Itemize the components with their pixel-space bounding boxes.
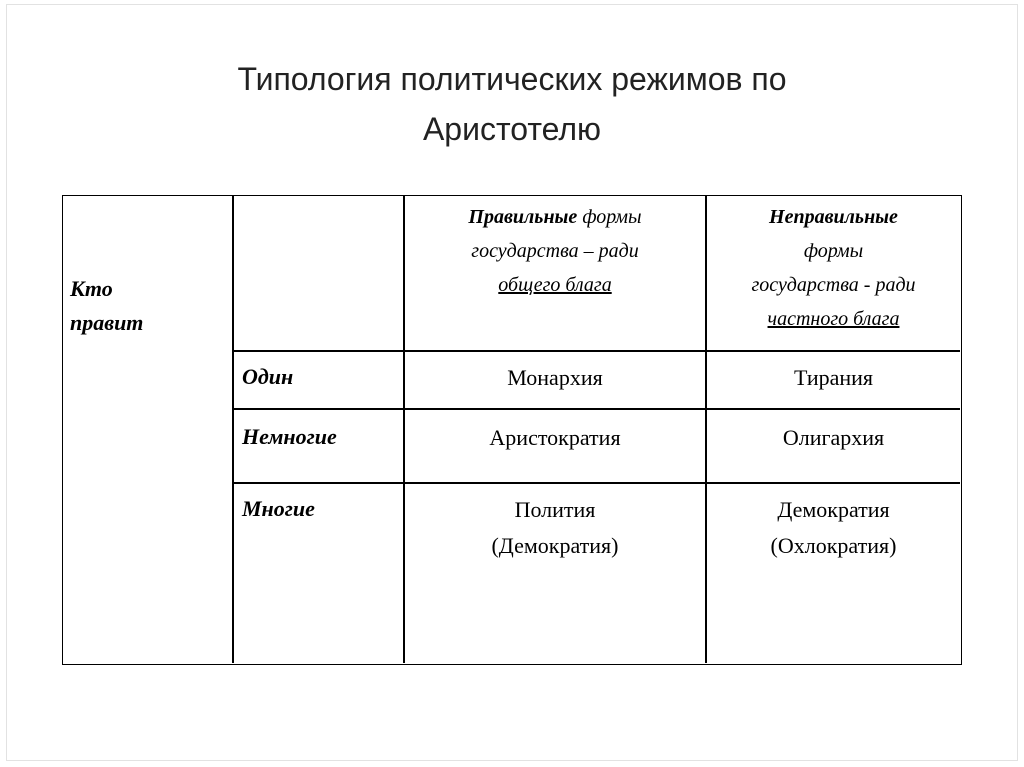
correct-forms-rest: формы <box>577 206 642 228</box>
correct-forms-line-2: государства – ради <box>471 240 639 262</box>
correct-forms-line-3: общего блага <box>498 274 612 296</box>
cell-tyranny <box>707 360 960 396</box>
cell-oligarchy <box>707 420 960 456</box>
table-divider-v1 <box>232 196 234 663</box>
slide-title-line-2: Аристотелю <box>422 111 602 147</box>
cell-democracy <box>707 492 960 564</box>
incorrect-forms-line-4: частного блага <box>767 308 900 330</box>
corner-label-line-2: правит <box>70 310 144 335</box>
cell-monarchy-text: Монархия <box>507 365 603 390</box>
column-header-incorrect-forms <box>707 200 960 336</box>
cell-democracy-line-1: Демократия <box>777 497 890 522</box>
table-divider-h2 <box>232 408 960 410</box>
incorrect-forms-bold: Неправильные <box>769 206 898 228</box>
correct-forms-bold: Правильные <box>468 206 578 228</box>
row-label-one: Один <box>242 364 294 389</box>
cell-tyranny-text: Тирания <box>793 365 874 390</box>
column-header-correct-forms <box>405 200 705 302</box>
incorrect-forms-line-3: государства - ради <box>751 274 916 296</box>
corner-label-line-1: Кто <box>70 276 113 301</box>
row-label-many: Многие <box>242 496 315 521</box>
slide-title-line-1: Типология политических режимов по <box>237 61 787 97</box>
cell-polity-line-2: (Демократия) <box>491 533 619 558</box>
cell-monarchy <box>405 360 705 396</box>
cell-aristocracy <box>405 420 705 456</box>
cell-polity <box>405 492 705 564</box>
table-divider-h3 <box>232 482 960 484</box>
table-divider-h1 <box>232 350 960 352</box>
regimes-table <box>62 195 962 665</box>
row-label-few: Немногие <box>242 424 337 449</box>
slide-title <box>100 54 924 154</box>
cell-aristocracy-text: Аристократия <box>489 425 621 450</box>
cell-democracy-line-2: (Охлократия) <box>770 533 897 558</box>
cell-polity-line-1: Полития <box>514 497 596 522</box>
incorrect-forms-line-2: формы <box>803 240 864 262</box>
cell-oligarchy-text: Олигархия <box>782 425 885 450</box>
corner-label-who-rules <box>70 272 143 340</box>
